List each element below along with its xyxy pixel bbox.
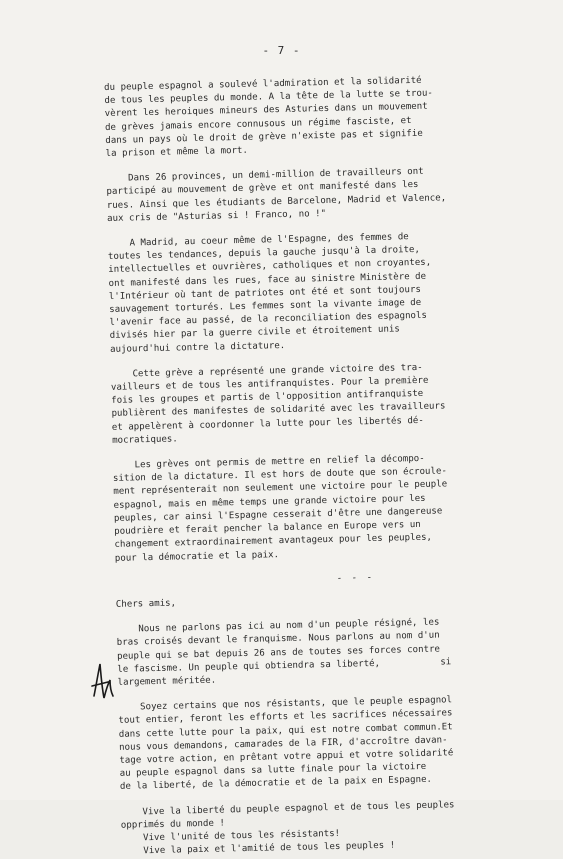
handwritten-signature xyxy=(88,656,118,704)
text-line: Nous ne parlons pas ici au nom d'un peuple résigné, les xyxy=(116,617,440,635)
text-line: vailleurs et de tous les antifranquistes. Pour la première xyxy=(110,375,429,393)
text-line: aux cris de "Asturias si ! Franco, no !" xyxy=(106,208,327,224)
text-line: A Madrid, au coeur même de l'Espagne, des femmes de xyxy=(107,232,409,249)
text-line: l'Intérieur où tant de patriotes ont été et sont toujours xyxy=(108,284,421,302)
text-line: peuples, car ainsi l'Espagne cesserait d'être une dangereuse xyxy=(113,506,443,524)
text-line: du peuple espagnol a soulevé l'admiration et la solidarité xyxy=(104,75,422,93)
text-line: fois les groupes et partis de l'opposition antifranquiste xyxy=(111,389,424,407)
text-line: poudrière et ferait pencher la balance en Europe vers un xyxy=(114,520,421,537)
text-line: le fascisme. Un peuple qui obtiendra sa liberté, si xyxy=(117,656,452,675)
text-line: Les grèves ont permis de mettre en relief la décompo- xyxy=(112,453,425,471)
text-line: pour la démocratie et la paix. xyxy=(114,549,280,564)
text-line: toutes les tendances, depuis la gauche jusqu'à la droite, xyxy=(107,245,421,263)
text-line: Dans 26 provinces, un demi-million de travailleurs ont xyxy=(106,166,424,185)
letter-body xyxy=(104,72,562,859)
text-line: Soyez certains que nos résistants, que le peuple espagnol xyxy=(118,695,453,713)
paragraphs-section-1 xyxy=(104,72,555,578)
text-line: et appelèrent à coordonner la lutte pour les libertés dé- xyxy=(111,415,424,433)
salutation: Chers amis, xyxy=(115,598,177,610)
text-line: tout entier, feront les efforts et les sacrifices nécessaires xyxy=(118,708,453,727)
section-separator: - - - xyxy=(336,572,375,584)
text-line: de tous les peuples du monde. A la tête de la lutte se trou- xyxy=(104,88,433,107)
appeal-paragraph xyxy=(116,614,557,690)
text-line: de la liberté, de la démocratie et de la paix en Espagne. xyxy=(119,775,433,793)
text-line: tage votre action, en prêtant votre appui et votre solidarité xyxy=(119,748,454,766)
closing-line: Vive l'unité de tous les résistants! xyxy=(121,828,341,844)
text-line: vèrent les heroiques mineurs des Asturies dans un mouvement xyxy=(104,102,428,120)
body-paragraph xyxy=(108,228,551,357)
text-line: peuple qui se bat depuis 26 ans de toutes ses forces contre xyxy=(116,644,441,662)
text-line: de grèves jamais encore connusous un régime fasciste, et xyxy=(104,115,412,133)
text-line: mocratiques. xyxy=(112,434,178,446)
body-paragraph xyxy=(113,450,555,566)
appeal-paragraph xyxy=(118,692,560,794)
text-line: dans cette lutte pour la paix, qui est notre combat commun.Et xyxy=(118,721,453,740)
closing-line: opprimés du monde ! xyxy=(120,818,225,831)
text-line: bras croisés devant le franquisme. Nous parlons au nom d'un xyxy=(116,630,440,649)
text-line: largement méritée. xyxy=(117,675,217,688)
closing-line: Vive la liberté du peuple espagnol et de tous les peuples xyxy=(120,799,455,818)
text-line: nous vous demandons, camarades de la FIR, d'accroître davan- xyxy=(118,735,448,753)
paragraphs-section-2 xyxy=(116,614,560,806)
text-line: intellectuelles et ouvrières, catholiques et non croyantes, xyxy=(108,258,432,276)
text-line: la prison et même la mort. xyxy=(105,145,249,159)
text-line: ont manifesté dans les rues, face au sinistre Ministère de xyxy=(108,271,427,289)
text-line: ment représenterait non seulement une victoire pour le peuple xyxy=(113,479,448,498)
text-line: espagnol, mais en même temps une grande victoire pour les xyxy=(113,493,426,511)
text-line: l'avenir face au passé, de la reconciliation des espagnols xyxy=(109,310,428,329)
page-number: - 7 - xyxy=(262,44,301,57)
text-line: participé au mouvement de grève et ont manifesté dans les xyxy=(106,180,419,198)
text-line: sition de la dictature. Il est hors de doute que son écroule- xyxy=(112,466,448,485)
closing-line: Vive la paix et l'amitié de tous les peuples ! xyxy=(121,840,396,857)
text-line: aujourd'hui contre la dictature. xyxy=(109,340,286,355)
closing-lines xyxy=(120,796,561,859)
text-line: au peuple espagnol dans sa lutte finale pour la victoire xyxy=(119,762,427,779)
text-line: divisés hier par la guerre civile et étroitement unis xyxy=(109,324,400,342)
text-line: Cette grève a représenté une grande victoire des tra- xyxy=(110,362,423,380)
text-line: changement extraordinairement avantageux pour les peuples, xyxy=(114,532,433,551)
body-paragraph xyxy=(111,359,553,448)
body-paragraph xyxy=(104,72,546,161)
text-line: dans un pays où le droit de grève n'existe pas et signifie xyxy=(105,128,423,146)
text-line: sauvagement torturés. Les femmes sont la vivante image de xyxy=(109,297,422,315)
text-line: rues. Ainsi que les étudiants de Barcelone, Madrid et Valence, xyxy=(106,192,447,211)
text-line: publièrent des manifestes de solidarité avec les travailleurs xyxy=(111,401,446,420)
